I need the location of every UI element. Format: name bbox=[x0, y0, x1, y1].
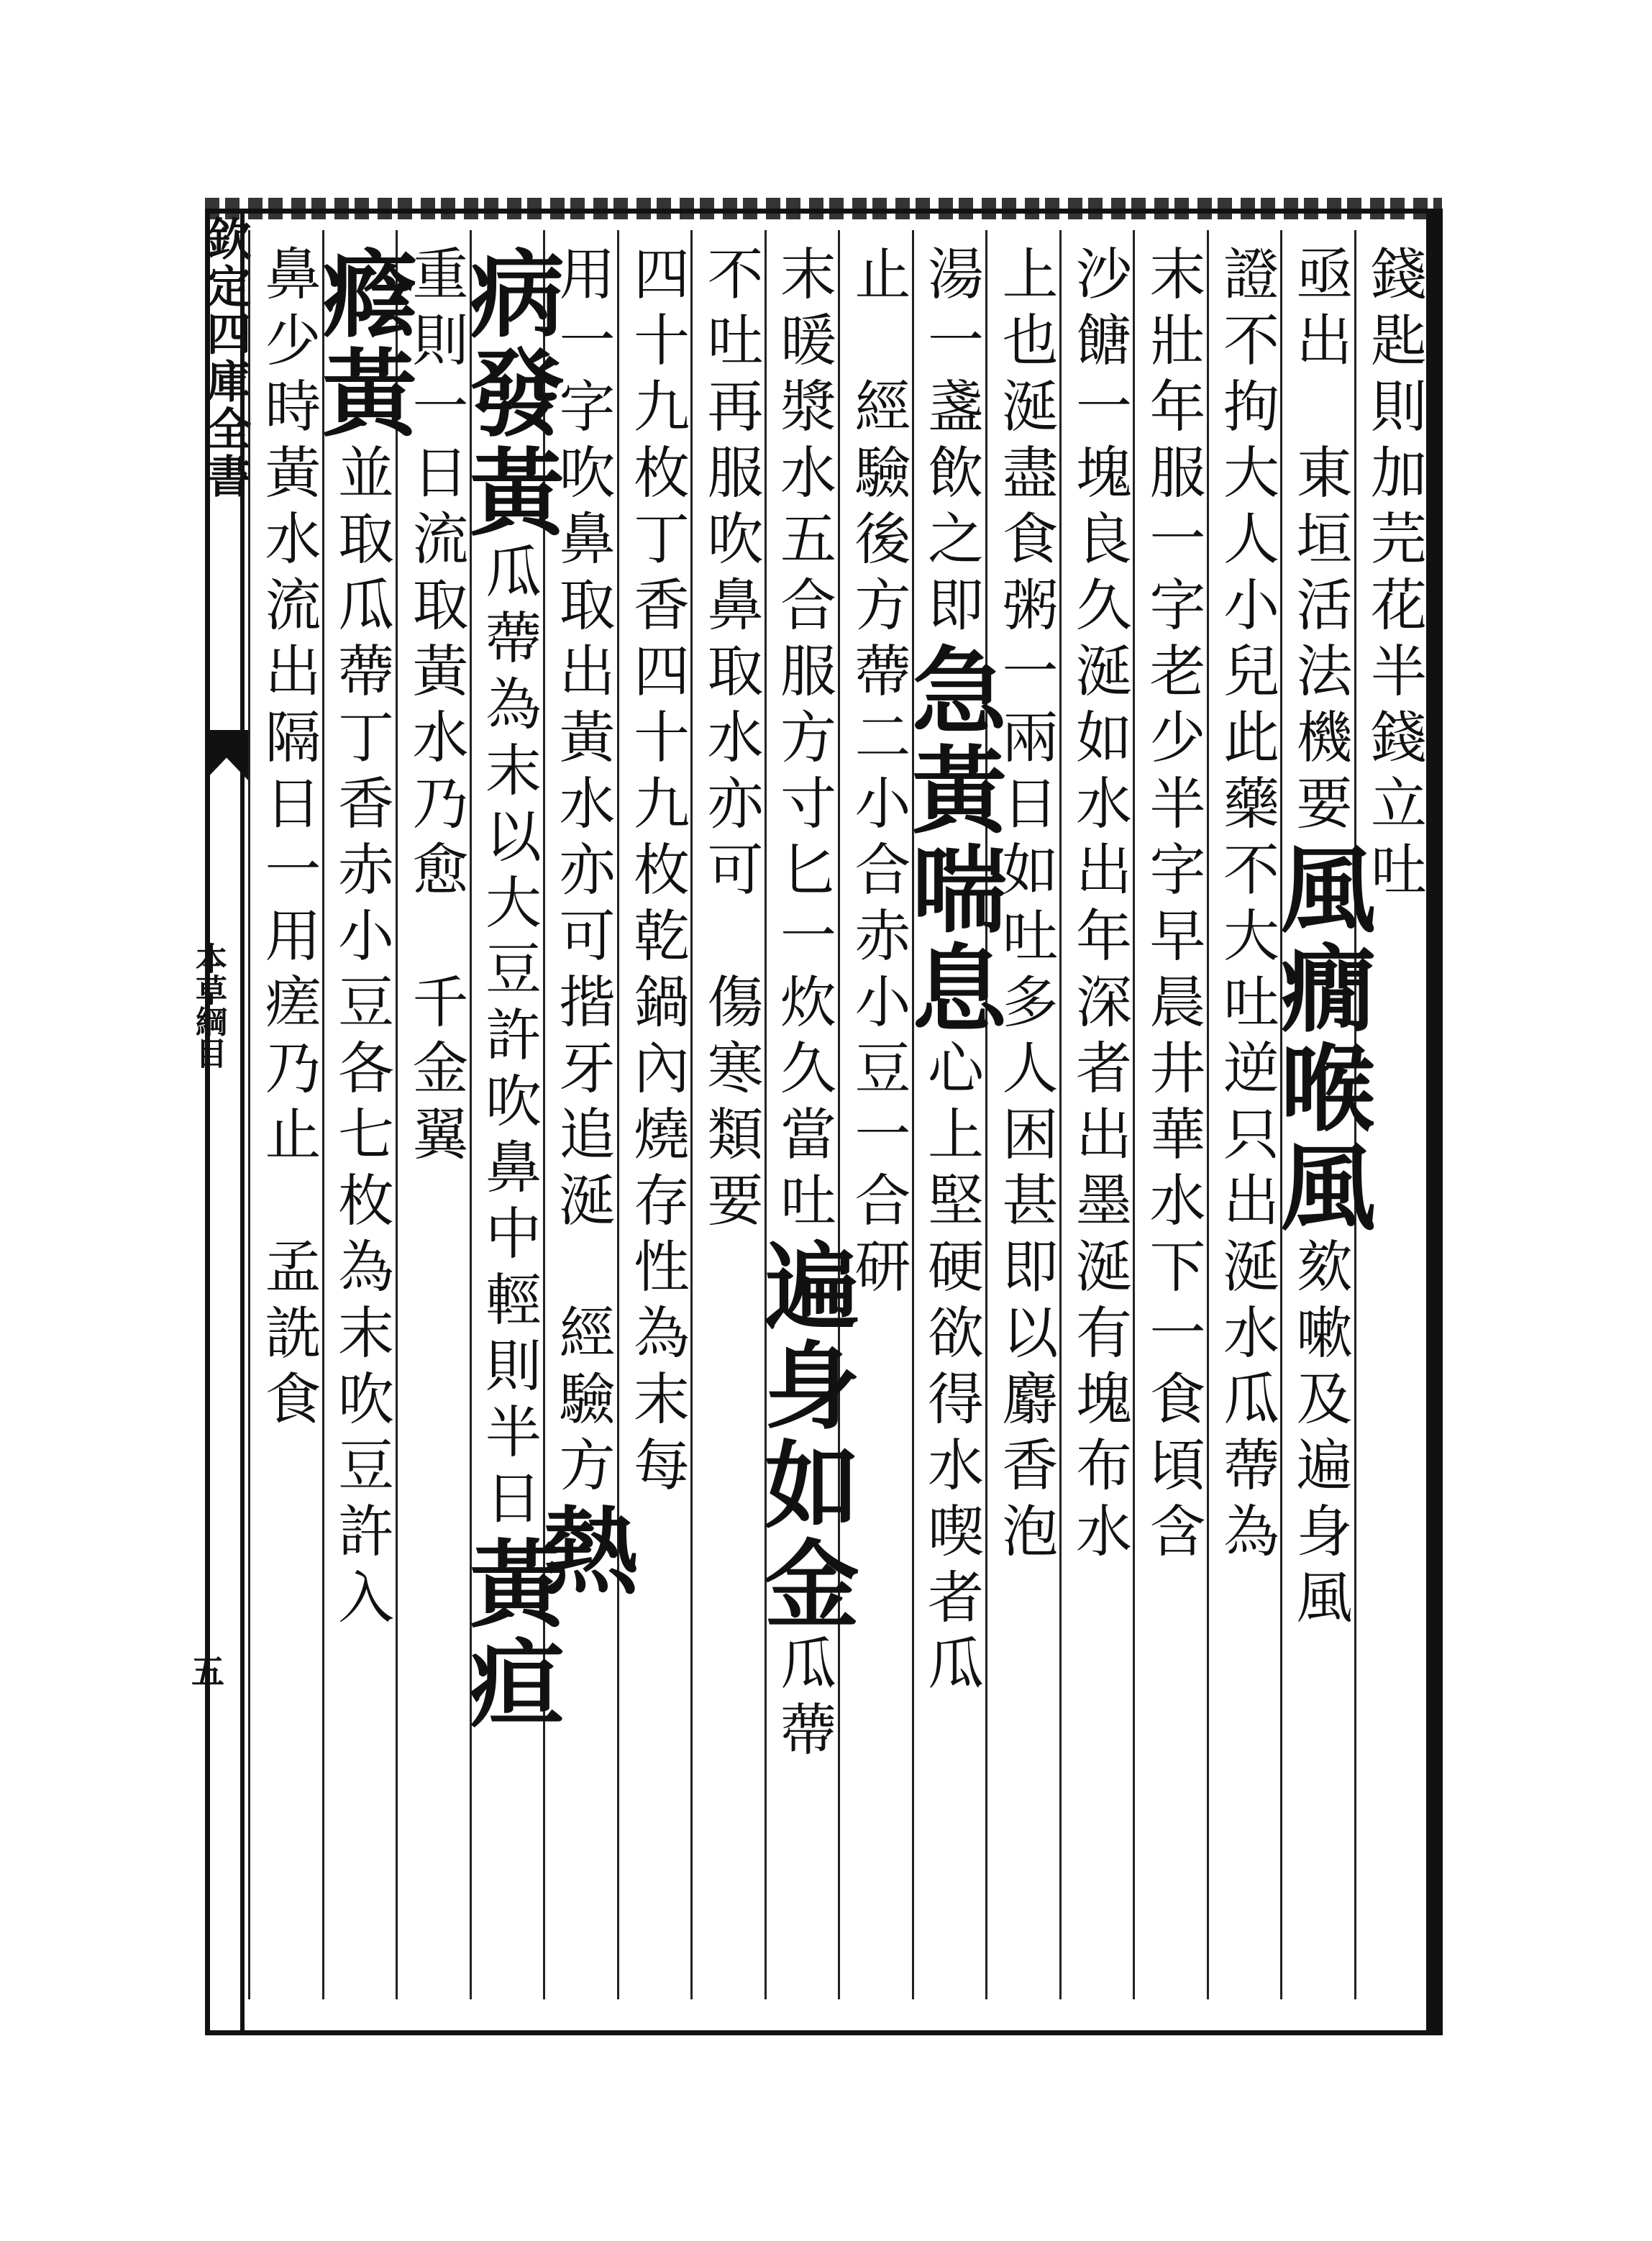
text-run: 上也涎盡食粥一兩日如吐多人困甚即以麝香泡 bbox=[992, 245, 1058, 1568]
text-run: 末壯年服一字老少半字早晨井華水下一食頃含 bbox=[1140, 245, 1205, 1568]
text-column bbox=[895, 230, 1007, 1999]
text-column bbox=[396, 230, 470, 1999]
text-column bbox=[306, 230, 417, 1999]
margin-book-title: 本草綱目 bbox=[190, 942, 227, 1069]
text-column bbox=[748, 230, 859, 1999]
text-run: 不吐再服吹鼻取水亦可 傷寒類要 bbox=[698, 245, 763, 1237]
text-column bbox=[248, 230, 322, 1999]
text-run: 末暖漿水五合服方寸匕一炊久當吐 bbox=[771, 245, 836, 1237]
text-column bbox=[985, 230, 1059, 1999]
text-run: 亟出 東垣活法機要 bbox=[1287, 245, 1352, 840]
margin-page-number: 五 bbox=[186, 1654, 225, 1687]
text-run: 四十九枚丁香四十九枚乾鍋內燒存性為末每 bbox=[624, 245, 689, 1502]
text-column bbox=[453, 230, 565, 1999]
page-frame-right-edge bbox=[1431, 209, 1443, 2035]
text-run: 沙餹一塊良久涎如水出年深者出墨涎有塊布水 bbox=[1067, 245, 1131, 1568]
text-column bbox=[838, 230, 912, 1999]
text-run: 用一字吹鼻取出黃水亦可揩牙追涎 經驗方 bbox=[549, 245, 615, 1502]
margin-title: 欽定四庫全書 bbox=[199, 216, 252, 501]
text-run: 湯一盞飲之即 bbox=[918, 245, 983, 642]
heading-run: 遍身如金 bbox=[748, 1237, 859, 1634]
heading-run: 急黃喘息 bbox=[895, 642, 1007, 1039]
heading-run: 黃疸 bbox=[453, 1535, 565, 1733]
text-column bbox=[1207, 230, 1281, 1999]
text-run: 瓜蔕 bbox=[771, 1634, 836, 1766]
text-run: 鼻少時黃水流出隔日一用瘥乃止 孟詵食 bbox=[255, 245, 321, 1436]
text-column bbox=[1264, 230, 1376, 1999]
text-run: 蔕二小合赤小豆一合研 bbox=[845, 642, 911, 1303]
heading-run: 癊黃 bbox=[306, 245, 417, 443]
text-column bbox=[1059, 230, 1133, 1999]
heading-run: 風癇喉風 bbox=[1264, 840, 1376, 1237]
text-column bbox=[690, 230, 765, 1999]
heading-run: 熱 bbox=[526, 1502, 639, 1601]
text-run: 心上堅硬欲得水喫者瓜 bbox=[918, 1039, 983, 1700]
text-run: 並取瓜蔕丁香赤小豆各七枚為末吹豆許入 bbox=[329, 443, 393, 1634]
text-run: 重則一日流取黃水乃愈 千金翼 bbox=[403, 245, 468, 1171]
text-column bbox=[1133, 230, 1207, 1999]
text-run: 證不拘大人小兒此藥不大吐逆只出涎水瓜蔕為 bbox=[1214, 245, 1279, 1568]
text-run: 止 經驗後方 bbox=[845, 245, 911, 642]
heading-run: 病發黃 bbox=[453, 245, 565, 542]
text-run: 錢匙則加芫花半錢立吐 bbox=[1361, 245, 1426, 906]
text-run: 欬嗽及遍身風 bbox=[1287, 1237, 1352, 1634]
text-run: 瓜蔕為末以大豆許吹鼻中輕則半日 bbox=[476, 542, 541, 1535]
text-column bbox=[617, 230, 691, 1999]
